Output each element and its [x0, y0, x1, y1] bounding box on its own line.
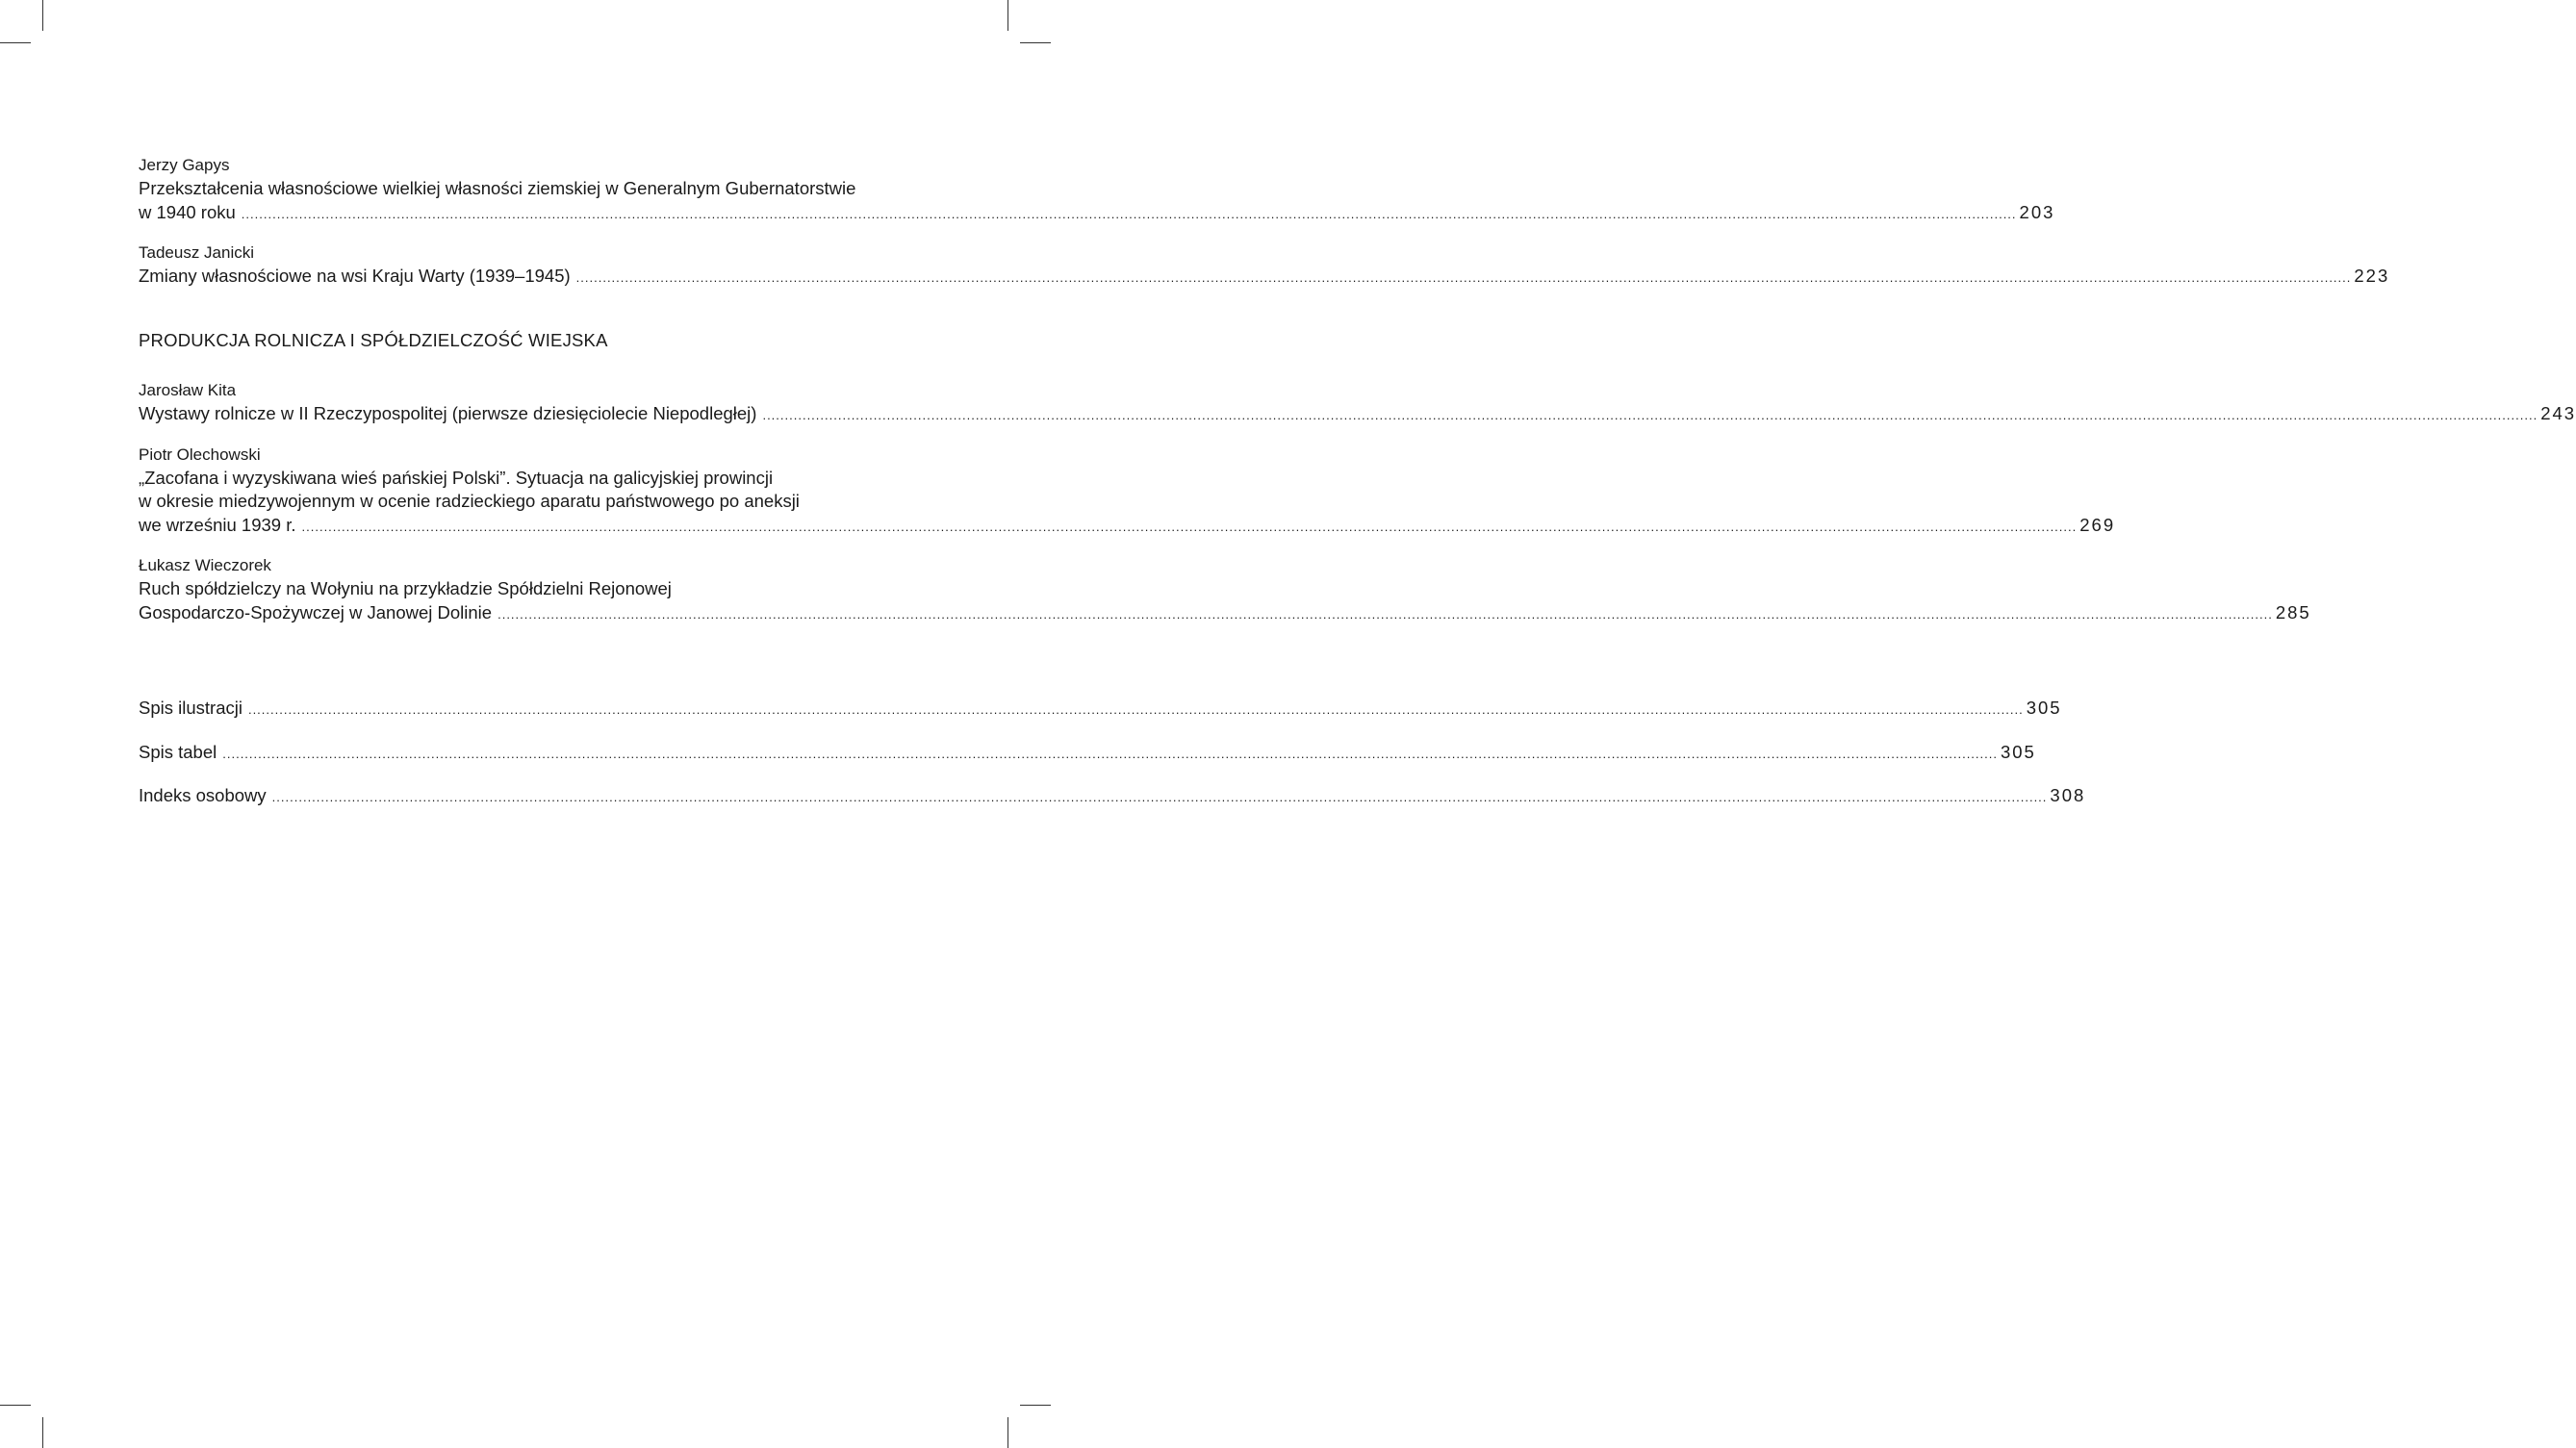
entry-page-number: 223 — [2354, 266, 2390, 286]
entry-author: Jarosław Kita — [139, 381, 237, 399]
crop-mark-top-left-horizontal — [0, 42, 31, 43]
entry-title-end: Gospodarczo-Spożywczej w Janowej Dolinie — [139, 601, 493, 622]
entry-title-last-line — [139, 201, 2055, 227]
entry-page-number: 269 — [2079, 514, 2116, 535]
entry-title-end: w 1940 roku — [139, 201, 236, 222]
toc-end-item-tables[interactable] — [139, 741, 2036, 767]
entry-title-line: w okresie miedzywojennym w ocenie radzieckiego aparatu państwowego po aneksji — [139, 491, 800, 511]
entry-page-number: 285 — [2275, 601, 2311, 622]
toc-entry-kita[interactable] — [139, 379, 2576, 428]
leader-dots: ................................................................................................................................................................................................................................................................................................................................................................................................................ — [247, 702, 2024, 717]
leader-dots: ................................................................................................................................................................................................................................................................................................................................................................................................................ — [271, 790, 2048, 804]
end-item-page-number: 305 — [2026, 698, 2062, 718]
leader-dots: ................................................................................................................................................................................................................................................................................................................................................................................................................ — [222, 746, 1998, 761]
entry-title-end: Zmiany własnościowe na wsi Kraju Warty (1939–1945) — [139, 266, 571, 286]
leader-dots: ................................................................................................................................................................................................................................................................................................................................................................................................................ — [497, 606, 2273, 622]
toc-end-item-index[interactable] — [139, 784, 2086, 810]
crop-mark-bottom-right-vertical — [1007, 1417, 1008, 1448]
entry-title-last-line — [139, 514, 2116, 540]
leader-dots: ................................................................................................................................................................................................................................................................................................................................................................................................................ — [241, 206, 2017, 221]
leader-dots: ................................................................................................................................................................................................................................................................................................................................................................................................................ — [575, 270, 2352, 285]
entry-title-end: Wystawy rolnicze w II Rzeczypospolitej (pierwsze dziesięciolecie Niepodległej) — [139, 403, 757, 423]
entry-title-last-line — [139, 402, 2576, 428]
crop-mark-bottom-left-horizontal — [0, 1405, 31, 1406]
entry-title-line: Przekształcenia własnościowe wielkiej własności ziemskiej w Generalnym Gubernatorstwie — [139, 178, 856, 198]
crop-mark-top-left-vertical — [42, 0, 43, 31]
toc-entry-wieczorek[interactable] — [139, 554, 2311, 626]
entry-page-number: 203 — [2019, 201, 2055, 222]
entry-author: Jerzy Gapys — [139, 156, 230, 174]
crop-mark-bottom-left-vertical — [42, 1417, 43, 1448]
leader-dots: ................................................................................................................................................................................................................................................................................................................................................................................................................ — [301, 519, 2078, 534]
entry-title-line: Ruch spółdzielczy na Wołyniu na przykładzie Spółdzielni Rejonowej — [139, 578, 672, 598]
entry-title-end: we wrześniu 1939 r. — [139, 514, 296, 535]
entry-author: Łukasz Wieczorek — [139, 556, 271, 574]
crop-mark-top-right-vertical — [1007, 0, 1008, 31]
end-item-page-number: 308 — [2050, 785, 2086, 805]
entry-author: Piotr Olechowski — [139, 445, 261, 464]
crop-mark-top-right-horizontal — [1020, 42, 1051, 43]
entry-title-last-line — [139, 601, 2311, 627]
table-of-contents — [139, 154, 2576, 810]
toc-end-item-illustrations[interactable] — [139, 697, 2062, 723]
leader-dots: ................................................................................................................................................................................................................................................................................................................................................................................................................ — [762, 408, 2538, 422]
end-item-page-number: 305 — [2000, 741, 2036, 762]
entry-page-number: 243 — [2540, 403, 2576, 423]
entry-title-last-line — [139, 265, 2390, 291]
end-item-label: Indeks osobowy — [139, 785, 267, 805]
entry-title-line: „Zacofana i wyzyskiwana wieś pańskiej Polski”. Sytuacja na galicyjskiej prowincji — [139, 467, 774, 488]
toc-entry-olechowski[interactable] — [139, 444, 2116, 540]
toc-entry-janicki[interactable] — [139, 241, 2390, 291]
entry-author: Tadeusz Janicki — [139, 243, 255, 262]
crop-mark-bottom-right-horizontal — [1020, 1405, 1051, 1406]
end-item-label: Spis ilustracji — [139, 698, 242, 718]
section-heading: PRODUKCJA ROLNICZA I SPÓŁDZIELCZOŚĆ WIEJSKA — [139, 329, 608, 350]
end-item-label: Spis tabel — [139, 741, 217, 762]
toc-entry-gapys[interactable] — [139, 154, 2055, 226]
